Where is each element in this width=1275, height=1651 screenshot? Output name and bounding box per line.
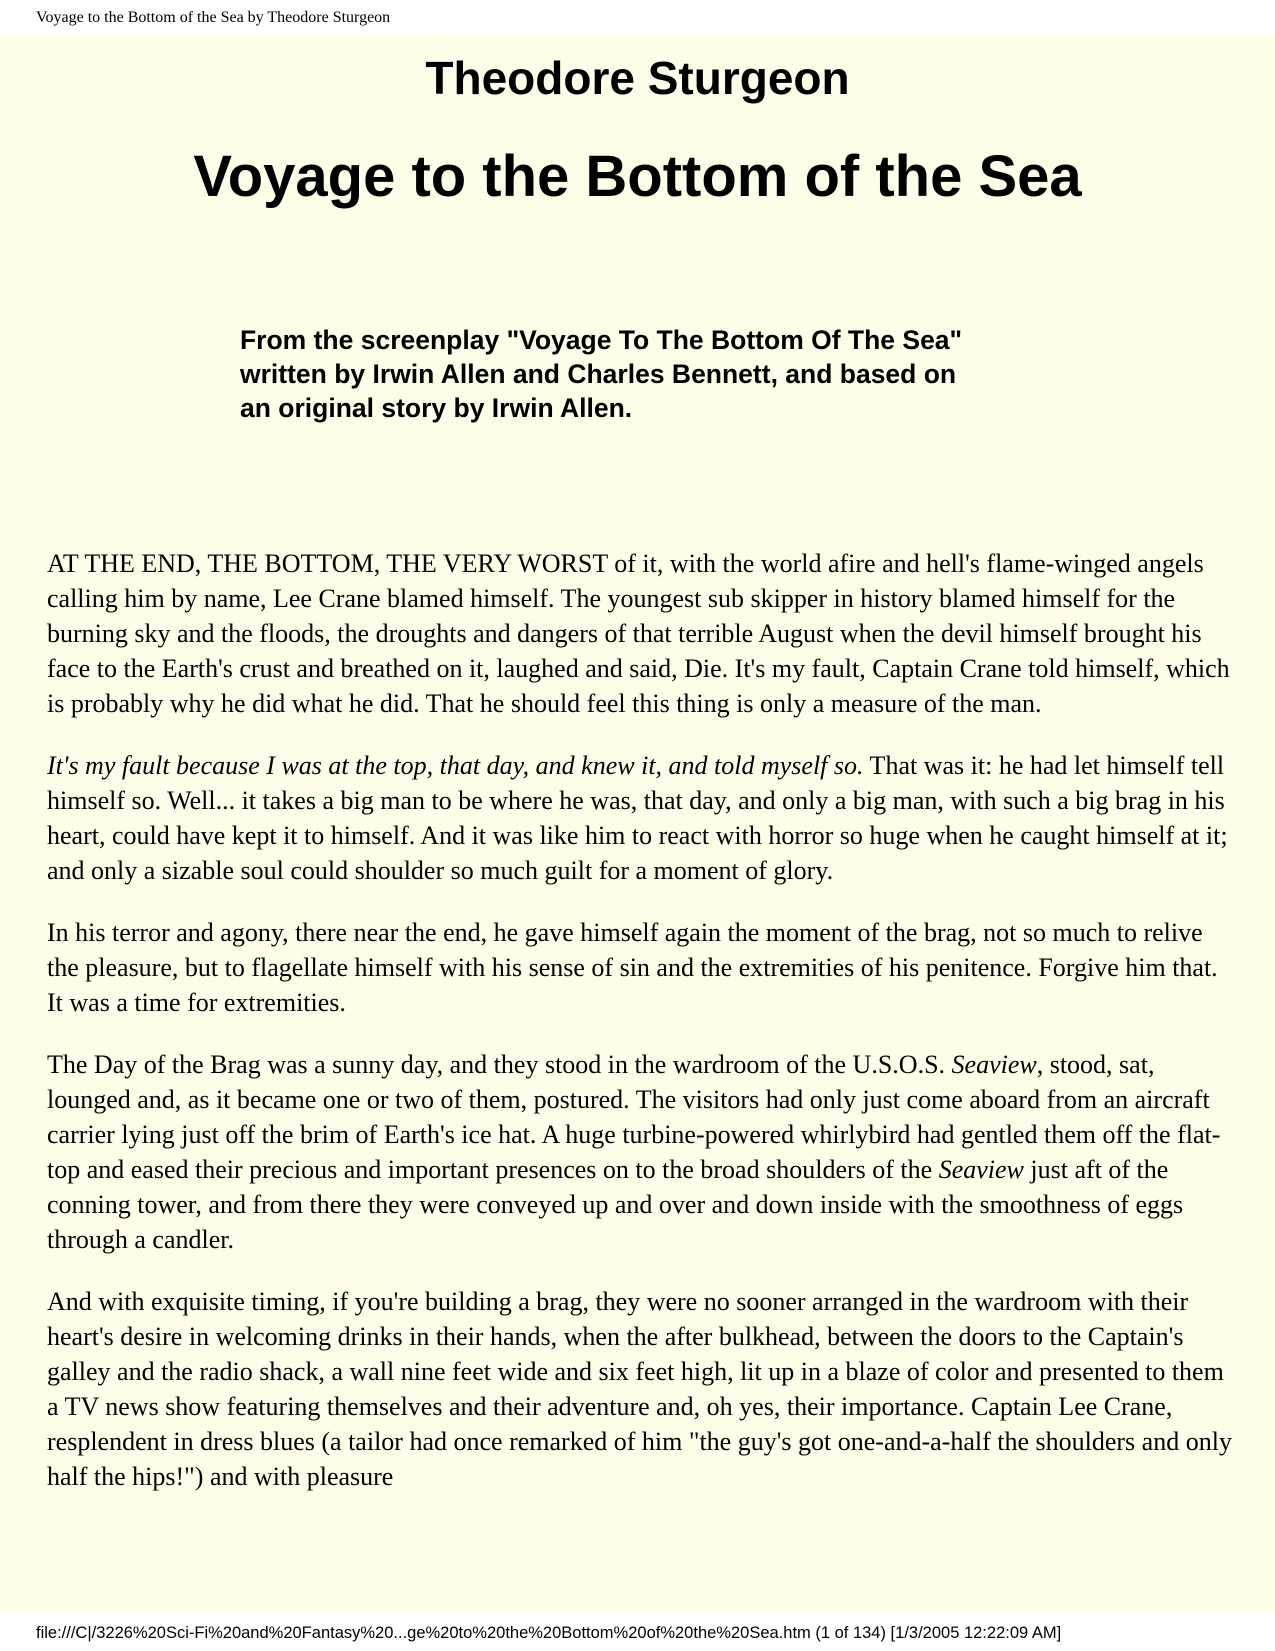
paragraph-2-text: That was it: he had let himself tell himself so. Well... it takes a big man to be where he was, that day, and only a big man, with such a big brag in his heart, could have kept it to himself. And it was like him to react with horror so huge when he caught himself at it; and only a sizable soul could shoulder so much guilt for a moment of glory. [47, 751, 1228, 885]
book-title-heading: Voyage to the Bottom of the Sea [193, 144, 1082, 209]
paragraph-2 [47, 748, 1232, 888]
ship-name-seaview: Seaview [938, 1155, 1024, 1184]
story-body [47, 546, 1232, 1521]
ship-name-seaview: Seaview [951, 1050, 1037, 1079]
paragraph-4-part-2: , stood, sat, lounged and, as it became one or two of them, postured. The visitors had only just come aboard from an aircraft carrier lying just off the brim of Earth's ice hat. A huge turbine-powered whirlybird had gentled them off the flat-top and eased their precious and important presences on to the broad shoulders of the [47, 1050, 1221, 1184]
print-footer [0, 1613, 1275, 1651]
paragraph-3: In his terror and agony, there near the end, he gave himself again the moment of the brag, not so much to relive the pleasure, but to flagellate himself with his sense of sin and the extremities of his penitence. Forgive him that. It was a time for extremities. [47, 918, 1218, 1017]
paragraph-5: And with exquisite timing, if you're building a brag, they were no sooner arranged in the wardroom with their heart's desire in welcoming drinks in their hands, when the after bulkhead, between the doors to the Captain's galley and the radio shack, a wall nine feet wide and six feet high, lit up in a blaze of color and presented to them a TV news show featuring themselves and their adventure and, oh yes, their importance. Captain Lee Crane, resplendent in dress blues (a tailor had once remarked of him "the guy's got one-and-a-half the shoulders and only half the hips!") and with pleasure [47, 1287, 1232, 1491]
print-header-title: Voyage to the Bottom of the Sea by Theodore Sturgeon [36, 9, 391, 26]
page-content [0, 36, 1275, 1613]
paragraph-4-part-1: The Day of the Brag was a sunny day, and they stood in the wardroom of the U.S.O.S. [47, 1050, 952, 1079]
paragraph-4-part-3: just aft of the conning tower, and from there they were conveyed up and over and down inside with the smoothness of eggs through a candler. [47, 1155, 1184, 1254]
paragraph-2-italic-lead: It's my fault because I was at the top, that day, and knew it, and told myself so. [47, 751, 864, 780]
print-footer-url: file:///C|/3226%20Sci-Fi%20and%20Fantasy%20...ge%20to%20the%20Bottom%20of%20the%20Sea.htm (1 of 134) [1/3/2005 12:22:09 AM] [36, 1624, 1062, 1642]
author-heading: Theodore Sturgeon [425, 52, 850, 104]
paragraph-1: AT THE END, THE BOTTOM, THE VERY WORST of it, with the world afire and hell's flame-winged angels calling him by name, Lee Crane blamed himself. The youngest sub skipper in history blamed himself for the burning sky and the floods, the droughts and dangers of that terrible August when the devil himself brought his face to the Earth's crust and breathed on it, laughed and said, Die. It's my fault, Captain Crane told himself, which is probably why he did what he did. That he should feel this thing is only a measure of the man. [47, 549, 1230, 718]
screenplay-credits: From the screenplay "Voyage To The Bottom Of The Sea" written by Irwin Allen and Charles Bennett, and based on an original story by Irwin Allen. [240, 325, 963, 423]
paragraph-4 [47, 1047, 1232, 1257]
print-header [0, 0, 1275, 36]
